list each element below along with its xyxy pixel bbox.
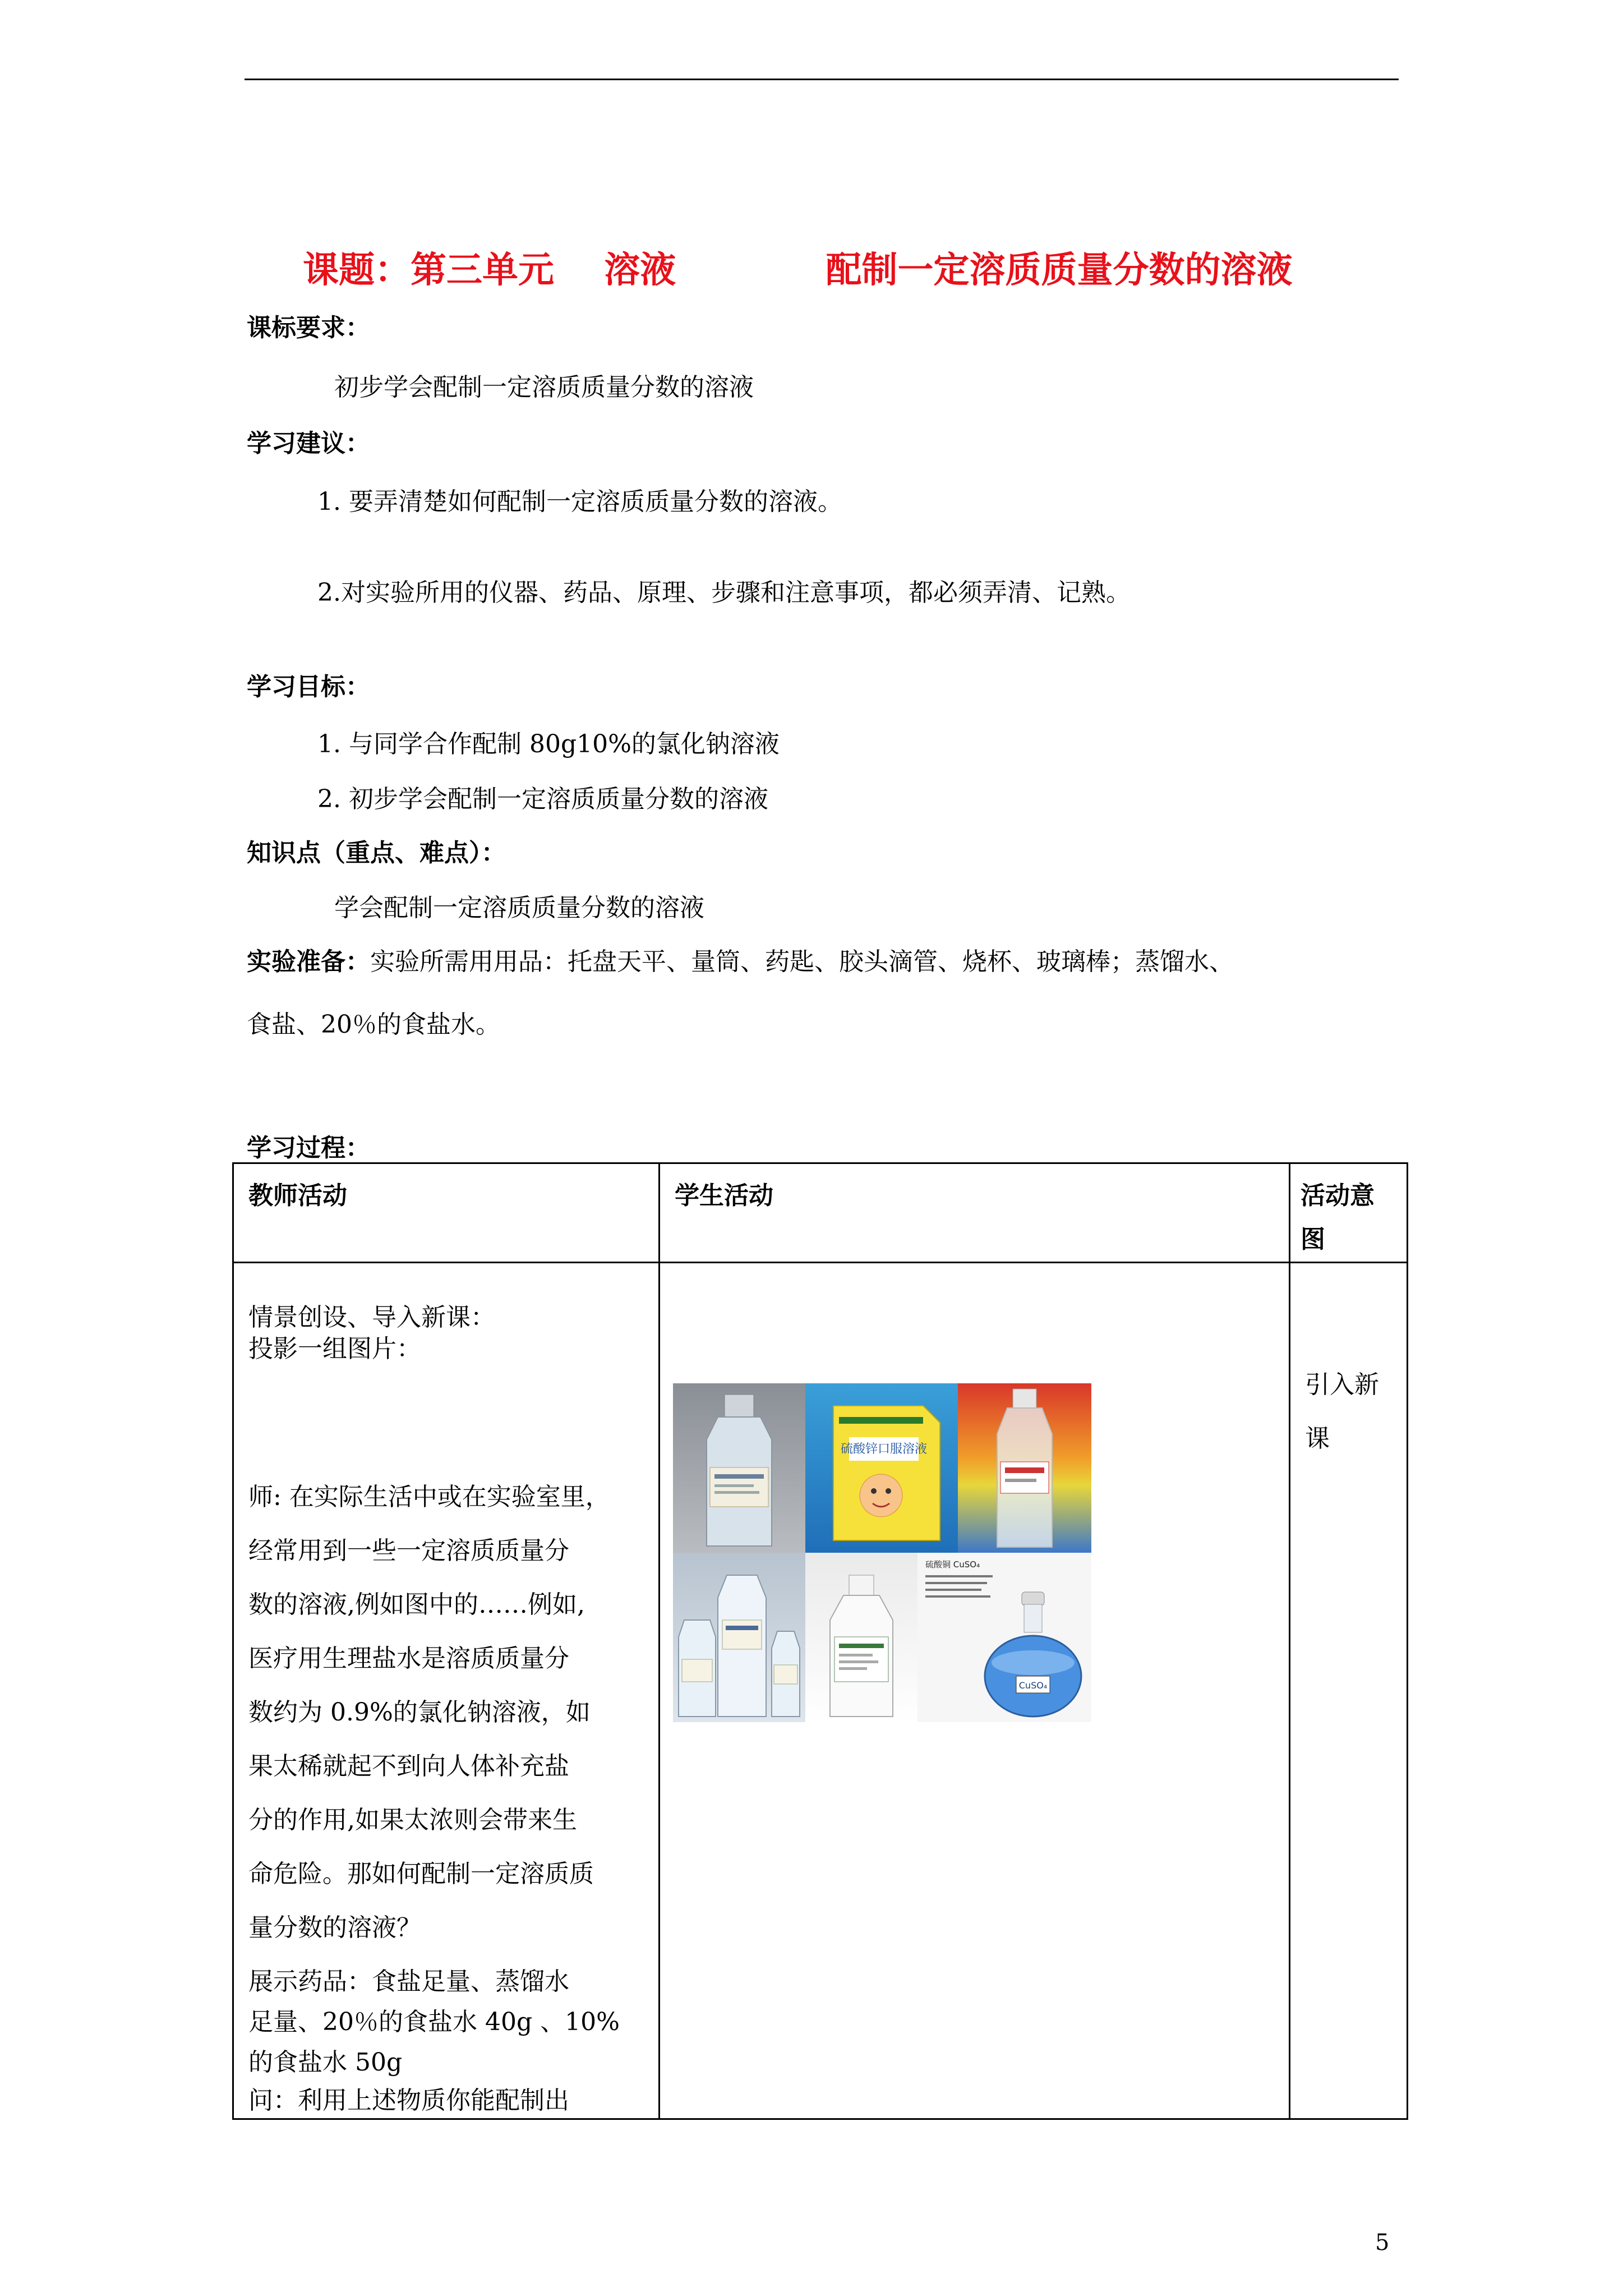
knowledge-text: 学会配制一定溶质质量分数的溶液 bbox=[334, 894, 704, 922]
prep-heading: 实验准备： bbox=[247, 947, 370, 976]
goals-heading: 学习目标： bbox=[247, 673, 370, 701]
teacher-line: 问：利用上述物质你能配制出 bbox=[248, 2086, 569, 2115]
intent-line: 引入新 bbox=[1305, 1370, 1379, 1399]
teacher-line: 展示药品：食盐足量、蒸馏水 bbox=[248, 1967, 569, 1996]
teacher-line: 数约为 0.9%的氯化钠溶液，如 bbox=[248, 1698, 591, 1727]
teacher-line: 的食盐水 50g bbox=[248, 2048, 403, 2077]
teacher-line: 投影一组图片： bbox=[248, 1335, 421, 1363]
prep-text-1: 实验所需用用品：托盘天平、量筒、药匙、胶头滴管、烧杯、玻璃棒；蒸馏水、 bbox=[370, 947, 1234, 976]
suggestion-item-2: 2.对实验所用的仪器、药品、原理、步骤和注意事项，都必须弄清、记熟。 bbox=[317, 578, 1131, 607]
three-bottles-icon bbox=[673, 1553, 805, 1722]
medicine-box-icon bbox=[805, 1383, 958, 1553]
header-intent-line-2: 图 bbox=[1301, 1225, 1325, 1254]
teacher-line: 分的作用,如果太浓则会带来生 bbox=[248, 1806, 577, 1834]
photo-medicine-box bbox=[805, 1383, 958, 1553]
curriculum-heading: 课标要求： bbox=[247, 314, 370, 342]
intent-line: 课 bbox=[1305, 1424, 1330, 1453]
box-label-text: 硫酸锌口服溶液 bbox=[840, 1442, 928, 1456]
prep-text-2: 食盐、20％的食盐水。 bbox=[247, 1010, 500, 1039]
prep-line-1 bbox=[247, 941, 1234, 977]
blue-label-text: CuSO₄ bbox=[1018, 1680, 1048, 1691]
intent-cell bbox=[1290, 1263, 1408, 2119]
header-student: 学生活动 bbox=[675, 1181, 773, 1210]
header-rule bbox=[245, 79, 1399, 80]
photo-reagent-bottle bbox=[958, 1383, 1091, 1553]
teacher-line: 果太稀就起不到向人体补充盐 bbox=[248, 1752, 569, 1780]
solution-photo-collage bbox=[673, 1383, 1091, 1722]
teacher-line: 量分数的溶液？ bbox=[248, 1913, 421, 1942]
bottle-icon bbox=[673, 1383, 805, 1553]
reagent-bottle-icon bbox=[958, 1383, 1091, 1553]
photo-copper-sulfate bbox=[917, 1553, 1091, 1722]
teacher-line: 医疗用生理盐水是溶质质量分 bbox=[248, 1644, 569, 1673]
header-teacher-cell bbox=[233, 1163, 660, 1263]
blue-flask-icon bbox=[917, 1553, 1091, 1722]
teacher-line: 命危险。那如何配制一定溶质质 bbox=[248, 1860, 594, 1888]
header-intent-line-1: 活动意 bbox=[1301, 1181, 1375, 1210]
knowledge-heading: 知识点（重点、难点）： bbox=[247, 839, 506, 867]
header-student-cell bbox=[660, 1163, 1290, 1263]
teacher-line: 师: 在实际生活中或在实验室里， bbox=[248, 1483, 610, 1511]
goal-item-2: 2. 初步学会配制一定溶质质量分数的溶液 bbox=[317, 785, 768, 813]
lab-bottle-icon bbox=[805, 1553, 917, 1722]
suggestions-heading: 学习建议： bbox=[247, 429, 370, 458]
photo-lab-bottle bbox=[805, 1553, 917, 1722]
goal-item-1: 1. 与同学合作配制 80g10%的氯化钠溶液 bbox=[317, 730, 780, 758]
photo-three-bottles bbox=[673, 1553, 805, 1722]
teacher-activity bbox=[234, 1263, 658, 2118]
curriculum-text: 初步学会配制一定溶质质量分数的溶液 bbox=[334, 373, 754, 402]
teacher-line: 情景创设、导入新课： bbox=[248, 1303, 495, 1332]
teacher-activity-cell bbox=[233, 1263, 660, 2119]
header-intent bbox=[1290, 1164, 1407, 1262]
photo-infusion-bottle bbox=[673, 1383, 805, 1553]
intent-content bbox=[1290, 1263, 1407, 2118]
caption-title: 硫酸铜 CuSO₄ bbox=[925, 1559, 980, 1570]
page-title: 课题：第三单元 溶液 配制一定溶质质量分数的溶液 bbox=[303, 250, 1293, 291]
page-number: 5 bbox=[1375, 2230, 1390, 2256]
suggestion-item-1: 1. 要弄清楚如何配制一定溶质质量分数的溶液。 bbox=[317, 487, 842, 516]
teacher-line: 足量、20％的食盐水 40g 、10% bbox=[248, 2008, 620, 2036]
teacher-line: 数的溶液,例如图中的……例如, bbox=[248, 1590, 585, 1619]
table-header-row bbox=[233, 1163, 1408, 1263]
header-intent-cell bbox=[1290, 1163, 1408, 1263]
teacher-line: 经常用到一些一定溶质质量分 bbox=[248, 1536, 569, 1565]
header-teacher: 教师活动 bbox=[248, 1181, 347, 1210]
process-heading: 学习过程： bbox=[247, 1134, 370, 1162]
